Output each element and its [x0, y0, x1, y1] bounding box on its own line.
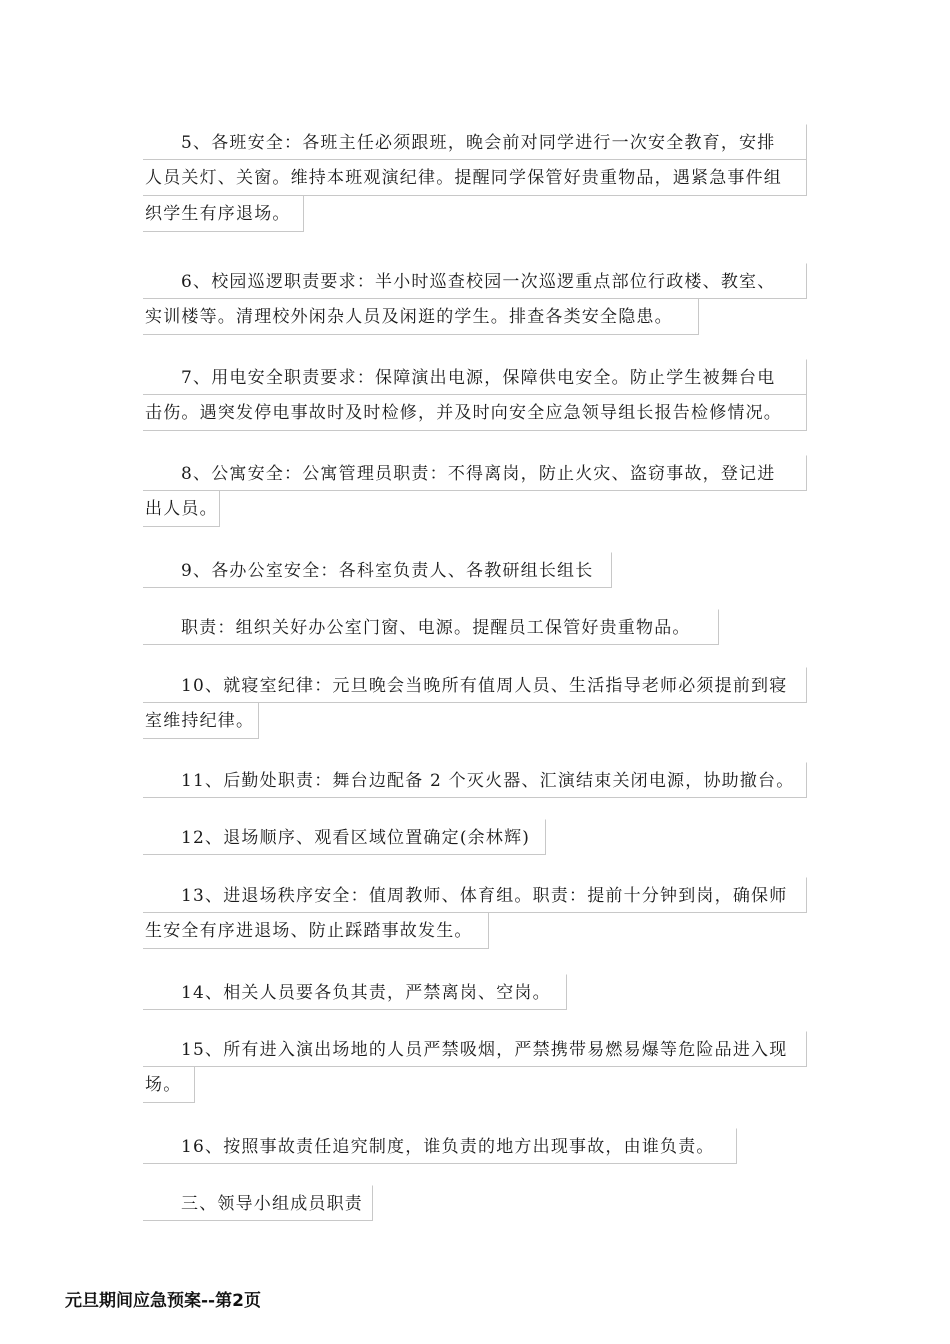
- paragraph: [143, 263, 807, 335]
- line-text: 击伤。遇突发停电事故时及时检修，并及时向安全应急领导组长报告检修情况。: [145, 403, 782, 423]
- line-text: 9、各办公室安全：各科室负责人、各教研组长组长: [181, 561, 594, 581]
- paragraph: [143, 124, 807, 232]
- text-line: [143, 819, 546, 855]
- line-text: 人员关灯、关窗。维持本班观演纪律。提醒同学保管好贵重物品，遇紧急事件组: [145, 168, 782, 188]
- line-text: 13、进退场秩序安全：值周教师、体育组。职责：提前十分钟到岗，确保师: [181, 886, 788, 906]
- line-text: 织学生有序退场。: [145, 204, 291, 224]
- paragraph: [143, 455, 807, 527]
- text-line: [143, 160, 807, 196]
- text-line: [143, 196, 304, 232]
- text-line: [143, 1031, 807, 1067]
- line-text: 场。: [145, 1075, 182, 1095]
- paragraph: [143, 609, 807, 645]
- line-text: 7、用电安全职责要求：保障演出电源，保障供电安全。防止学生被舞台电: [181, 368, 776, 388]
- line-text: 室维持纪律。: [145, 711, 255, 731]
- line-text: 15、所有进入演出场地的人员严禁吸烟，严禁携带易燃易爆等危险品进入现: [181, 1040, 788, 1060]
- line-text: 5、各班安全：各班主任必须跟班，晚会前对同学进行一次安全教育，安排: [181, 133, 776, 153]
- paragraph: [143, 974, 807, 1010]
- line-text: 14、相关人员要各负其责，严禁离岗、空岗。: [181, 983, 551, 1003]
- text-line: [143, 552, 612, 588]
- paragraph: [143, 359, 807, 431]
- text-line: [143, 667, 807, 703]
- paragraph: [143, 877, 807, 949]
- paragraph: [143, 1185, 807, 1221]
- text-line: [143, 609, 719, 645]
- line-text: 10、就寝室纪律：元旦晚会当晚所有值周人员、生活指导老师必须提前到寝: [181, 676, 788, 696]
- paragraph: [143, 762, 807, 798]
- paragraph: [143, 667, 807, 739]
- line-text: 职责：组织关好办公室门窗、电源。提醒员工保管好贵重物品。: [181, 618, 691, 638]
- text-line: [143, 263, 807, 299]
- paragraph: [143, 552, 807, 588]
- line-text: 8、公寓安全：公寓管理员职责：不得离岗，防止火灾、盗窃事故，登记进: [181, 464, 776, 484]
- text-line: [143, 124, 807, 160]
- text-line: [143, 1185, 373, 1221]
- text-line: [143, 913, 489, 949]
- text-line: [143, 1067, 195, 1103]
- page-footer: 元旦期间应急预案--第2页: [65, 1291, 261, 1311]
- text-line: [143, 877, 807, 913]
- line-text: 实训楼等。清理校外闲杂人员及闲逛的学生。排查各类安全隐患。: [145, 307, 673, 327]
- line-text: 12、退场顺序、观看区域位置确定(余林辉): [181, 828, 531, 848]
- text-line: [143, 703, 259, 739]
- line-text: 16、按照事故责任追究制度，谁负责的地方出现事故，由谁负责。: [181, 1137, 715, 1157]
- text-line: [143, 974, 567, 1010]
- line-text: 生安全有序进退场、防止踩踏事故发生。: [145, 921, 473, 941]
- line-text: 6、校园巡逻职责要求：半小时巡查校园一次巡逻重点部位行政楼、教室、: [181, 272, 776, 292]
- text-line: [143, 1128, 737, 1164]
- paragraph: [143, 819, 807, 855]
- paragraph: [143, 1128, 807, 1164]
- text-line: [143, 762, 807, 798]
- text-line: [143, 299, 699, 335]
- line-text: 出人员。: [145, 499, 218, 519]
- paragraph: [143, 1031, 807, 1103]
- text-line: [143, 455, 807, 491]
- text-line: [143, 359, 807, 395]
- line-text: 11、后勤处职责：舞台边配备 2 个灭火器、汇演结束关闭电源，协助撤台。: [181, 771, 795, 791]
- text-line: [143, 491, 220, 527]
- text-line: [143, 395, 807, 431]
- line-text: 三、领导小组成员职责: [181, 1194, 363, 1214]
